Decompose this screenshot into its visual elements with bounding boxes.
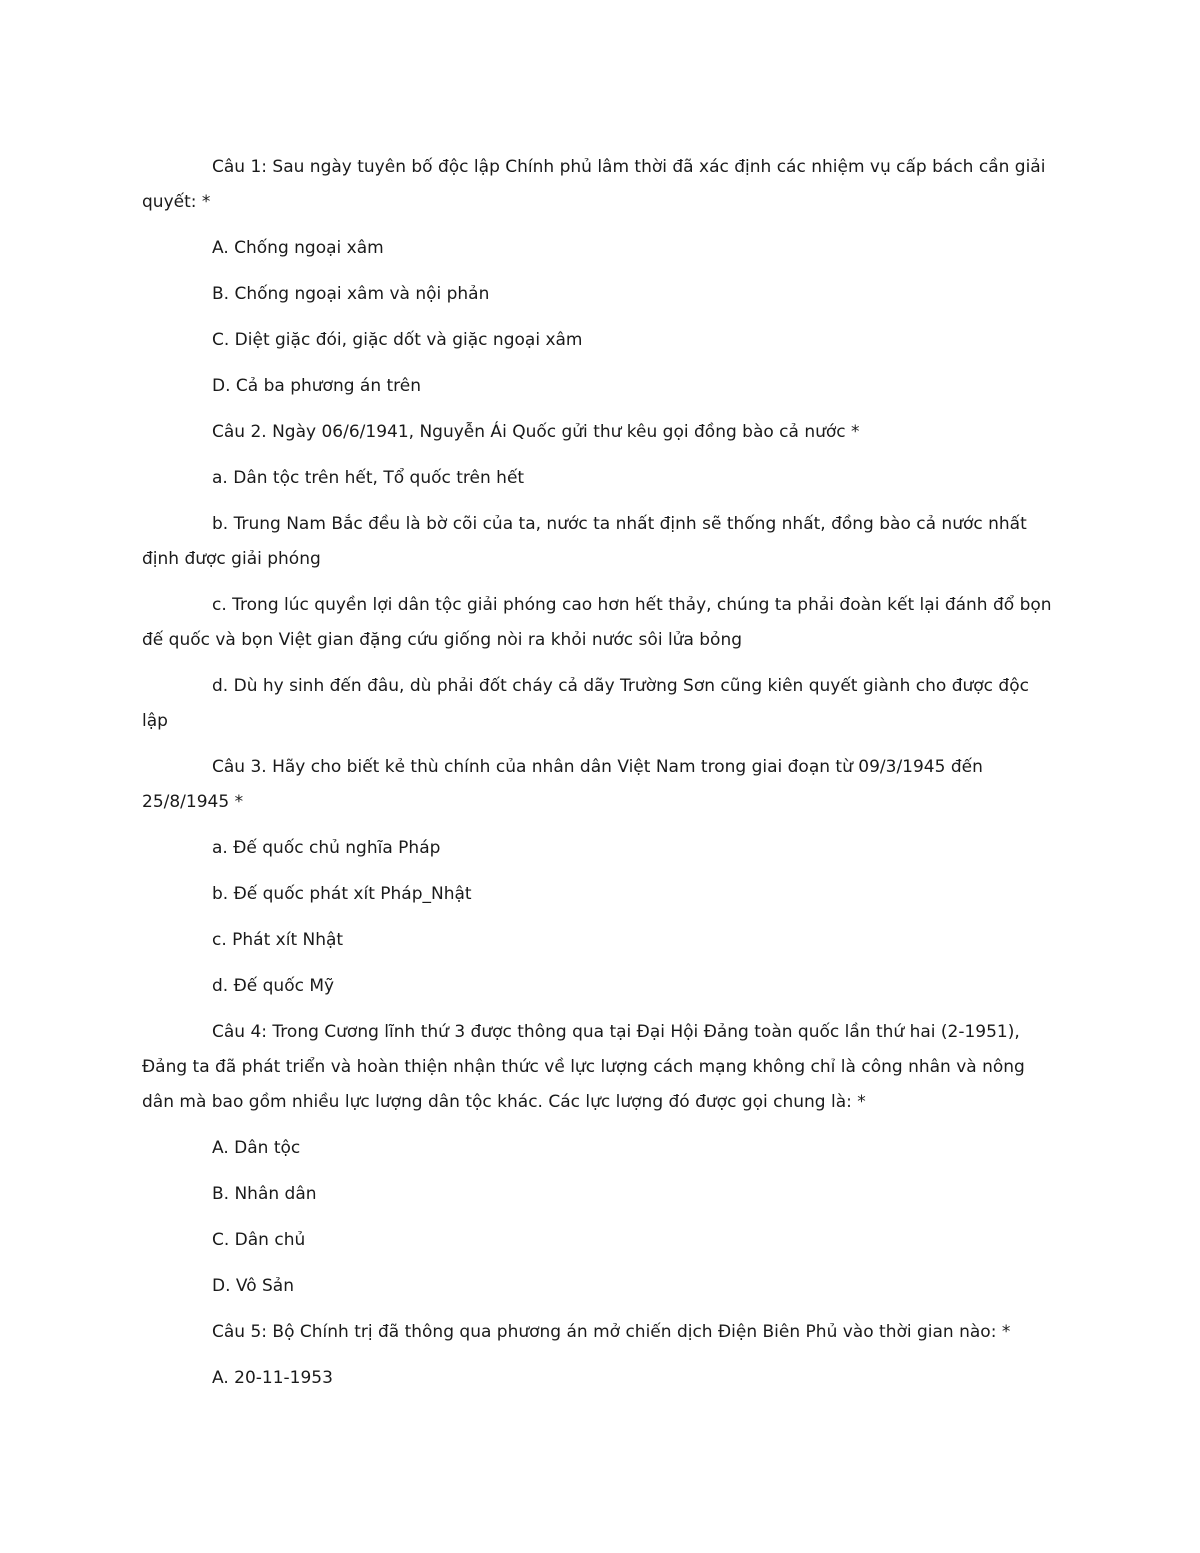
question-3-option-a: a. Đế quốc chủ nghĩa Pháp bbox=[212, 838, 441, 858]
question-2-option-b: b. Trung Nam Bắc đều là bờ cõi của ta, nước ta nhất định sẽ thống nhất, đồng bào cả nước nhất định được giải phóng bbox=[142, 514, 1027, 569]
question-1-option-c: C. Diệt giặc đói, giặc dốt và giặc ngoại xâm bbox=[212, 330, 583, 350]
question-4-option-c: C. Dân chủ bbox=[212, 1230, 306, 1250]
question-1-option-d: D. Cả ba phương án trên bbox=[212, 376, 422, 396]
question-3-option-b: b. Đế quốc phát xít Pháp_Nhật bbox=[212, 884, 472, 904]
question-4-option-b: B. Nhân dân bbox=[212, 1184, 317, 1204]
question-4-option-a: A. Dân tộc bbox=[212, 1138, 301, 1158]
question-2-option-c: c. Trong lúc quyền lợi dân tộc giải phóng cao hơn hết thảy, chúng ta phải đoàn kết lại đánh đổ bọn đế quốc và bọn Việt gian đặng cứu giống nòi ra khỏi nước sôi lửa bỏng bbox=[142, 595, 1052, 650]
question-2-option-d: d. Dù hy sinh đến đâu, dù phải đốt cháy cả dãy Trường Sơn cũng kiên quyết giành cho được độc lập bbox=[142, 676, 1029, 731]
question-3-prompt: Câu 3. Hãy cho biết kẻ thù chính của nhân dân Việt Nam trong giai đoạn từ 09/3/1945 đến 25/8/1945 * bbox=[142, 757, 983, 812]
question-3-option-d: d. Đế quốc Mỹ bbox=[212, 976, 335, 996]
question-5-option-a: A. 20-11-1953 bbox=[212, 1368, 333, 1388]
question-2-prompt: Câu 2. Ngày 06/6/1941, Nguyễn Ái Quốc gửi thư kêu gọi đồng bào cả nước * bbox=[212, 422, 860, 442]
question-1-option-a: A. Chống ngoại xâm bbox=[212, 238, 384, 258]
question-1-option-b: B. Chống ngoại xâm và nội phản bbox=[212, 284, 490, 304]
document-body bbox=[142, 150, 1057, 1407]
question-1-prompt: Câu 1: Sau ngày tuyên bố độc lập Chính phủ lâm thời đã xác định các nhiệm vụ cấp bách cần giải quyết: * bbox=[142, 157, 1046, 212]
question-2-option-a: a. Dân tộc trên hết, Tổ quốc trên hết bbox=[212, 468, 525, 488]
question-3-option-c: c. Phát xít Nhật bbox=[212, 930, 344, 950]
question-5-prompt: Câu 5: Bộ Chính trị đã thông qua phương án mở chiến dịch Điện Biên Phủ vào thời gian nào: * bbox=[212, 1322, 1011, 1342]
question-4-option-d: D. Vô Sản bbox=[212, 1276, 294, 1296]
question-4-prompt: Câu 4: Trong Cương lĩnh thứ 3 được thông qua tại Đại Hội Đảng toàn quốc lần thứ hai (2-1951), Đảng ta đã phát triển và hoàn thiện nhận thức về lực lượng cách mạng không chỉ là công nhân và nông dân mà bao gồm nhiều lực lượng dân tộc khác. Các lực lượng đó được gọi chung là: * bbox=[142, 1022, 1025, 1112]
